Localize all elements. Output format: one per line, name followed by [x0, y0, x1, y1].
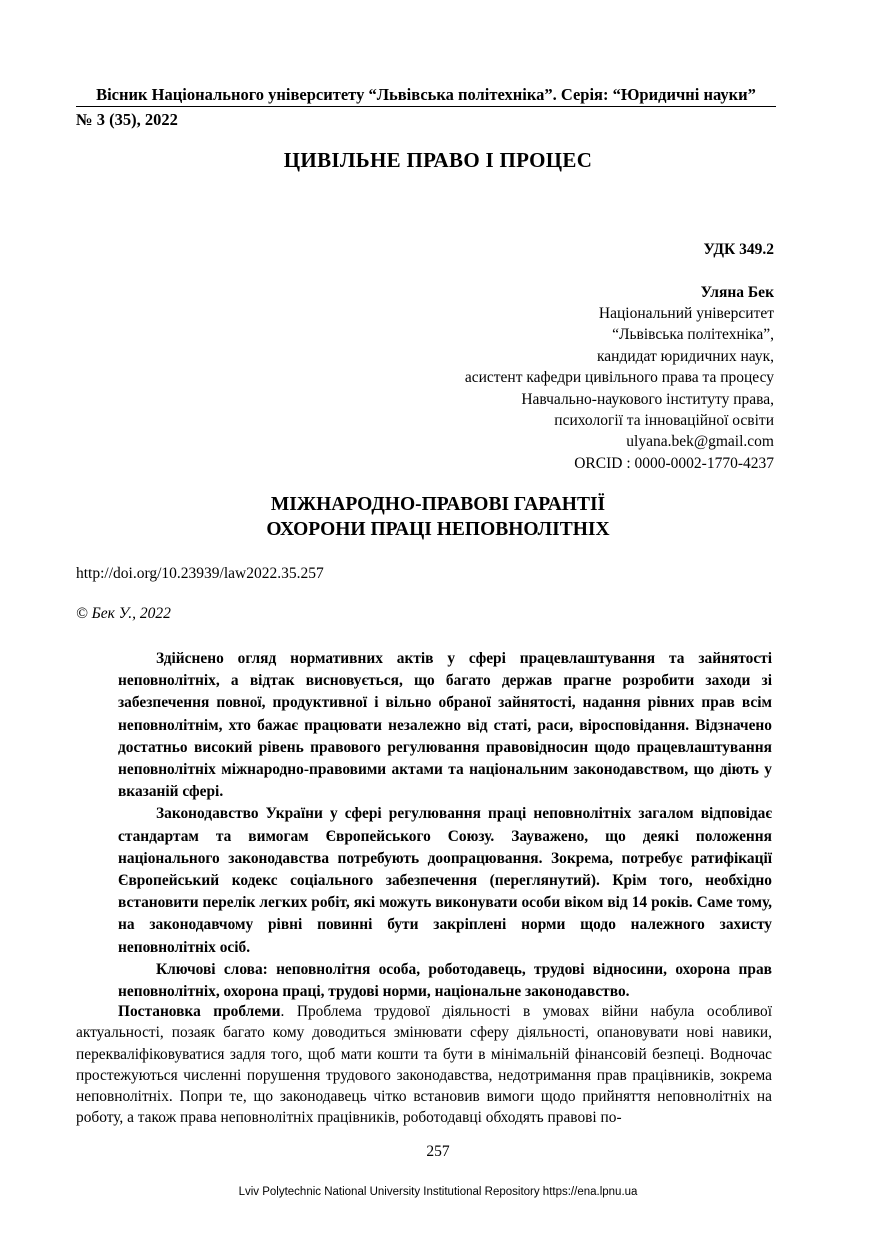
doi-link[interactable]: http://doi.org/10.23939/law2022.35.257 — [76, 565, 324, 582]
copyright: © Бек У., 2022 — [76, 605, 171, 622]
issue-number: № 3 (35), 2022 — [76, 110, 178, 129]
article-title-line: МІЖНАРОДНО-ПРАВОВІ ГАРАНТІЇ — [270, 494, 606, 515]
journal-header: Вісник Національного університету “Львівська політехніка”. Серія: “Юридичні науки” — [76, 84, 776, 107]
author-email[interactable]: ulyana.bek@gmail.com — [626, 433, 774, 451]
body-paragraph-text: . Проблема трудової діяльності в умовах війни набула особливої актуальності, позаяк багато кому доводиться змінювати сферу діяльності, опановувати нові навики, перекваліфіковуватися задля того, щоб мати кошти та бути в мінімальній фінансовій безпеці. Водночас простежуються численні порушення трудового законодавства, недотримання прав працівників, зокрема неповнолітніх. Попри те, що законодавець чітко встановив вимоги щодо прийняття неповнолітніх на роботу, а також права неповнолітніх працівників, роботодавці обходять правові по- — [76, 1003, 772, 1127]
body-text — [76, 1001, 772, 1129]
article-title-line: ОХОРОНИ ПРАЦІ НЕПОВНОЛІТНІХ — [266, 519, 610, 540]
repository-footer: Lviv Polytechnic National University Institutional Repository https://ena.lpnu.ua — [238, 1186, 638, 1198]
affiliation-line: Національний університет — [598, 305, 774, 322]
section-title: ЦИВІЛЬНЕ ПРАВО І ПРОЦЕС — [283, 148, 593, 172]
page-number: 257 — [426, 1143, 450, 1160]
udk-code: УДК 349.2 — [703, 241, 774, 258]
author-orcid: ORCID : 0000-0002-1770-4237 — [574, 454, 774, 472]
affiliation-line: психології та інноваційної освіти — [554, 412, 774, 430]
section-lead: Постановка проблеми — [118, 1003, 281, 1020]
article-title — [0, 492, 876, 542]
author-name: Уляна Бек — [700, 284, 774, 301]
affiliation-line: Навчально-наукового інституту права, — [521, 390, 774, 408]
abstract-paragraph: Законодавство України у сфері регулювання праці неповнолітніх загалом відповідає стандартам та вимогам Європейського Союзу. Зауважено, що деякі положення національного законодавства потребують доопрацювання. Зокрема, потребує ратифікації Європейський кодекс соціального забезпечення (переглянутий). Крім того, необхідно встановити перелік легких робіт, які можуть виконувати особи віком від 14 років. Саме тому, на законодавчому рівні повинні бути закріплені норми щодо належного захисту неповнолітніх осіб. — [118, 805, 772, 956]
keywords: Ключові слова: неповнолітня особа, роботодавець, трудові відносини, охорона прав неповнолітніх, охорона праці, трудові норми, національне законодавство. — [118, 960, 772, 1001]
abstract — [118, 648, 772, 1003]
affiliation-line: асистент кафедри цивільного права та процесу — [464, 369, 774, 387]
author-affiliation — [465, 303, 774, 474]
abstract-paragraph: Здійснено огляд нормативних актів у сфері працевлаштування та зайнятості неповнолітніх, а відтак висновується, що багато держав прагне розробити заходи зі забезпечення повної, продуктивної і вільно обраної зайнятості, надання рівних прав всім неповнолітнім, хто бажає працювати незалежно від статі, раси, віросповідання. Відзначено достатньо високий рівень правового регулювання правовідносин щодо працевлаштування неповнолітніх міжнародно-правовими актами та національним законодавством, що діють у вказаній сфері. — [118, 650, 772, 801]
affiliation-line: кандидат юридичних наук, — [596, 347, 774, 365]
affiliation-line: “Львівська політехніка”, — [612, 326, 774, 344]
body-paragraph — [76, 1001, 772, 1129]
